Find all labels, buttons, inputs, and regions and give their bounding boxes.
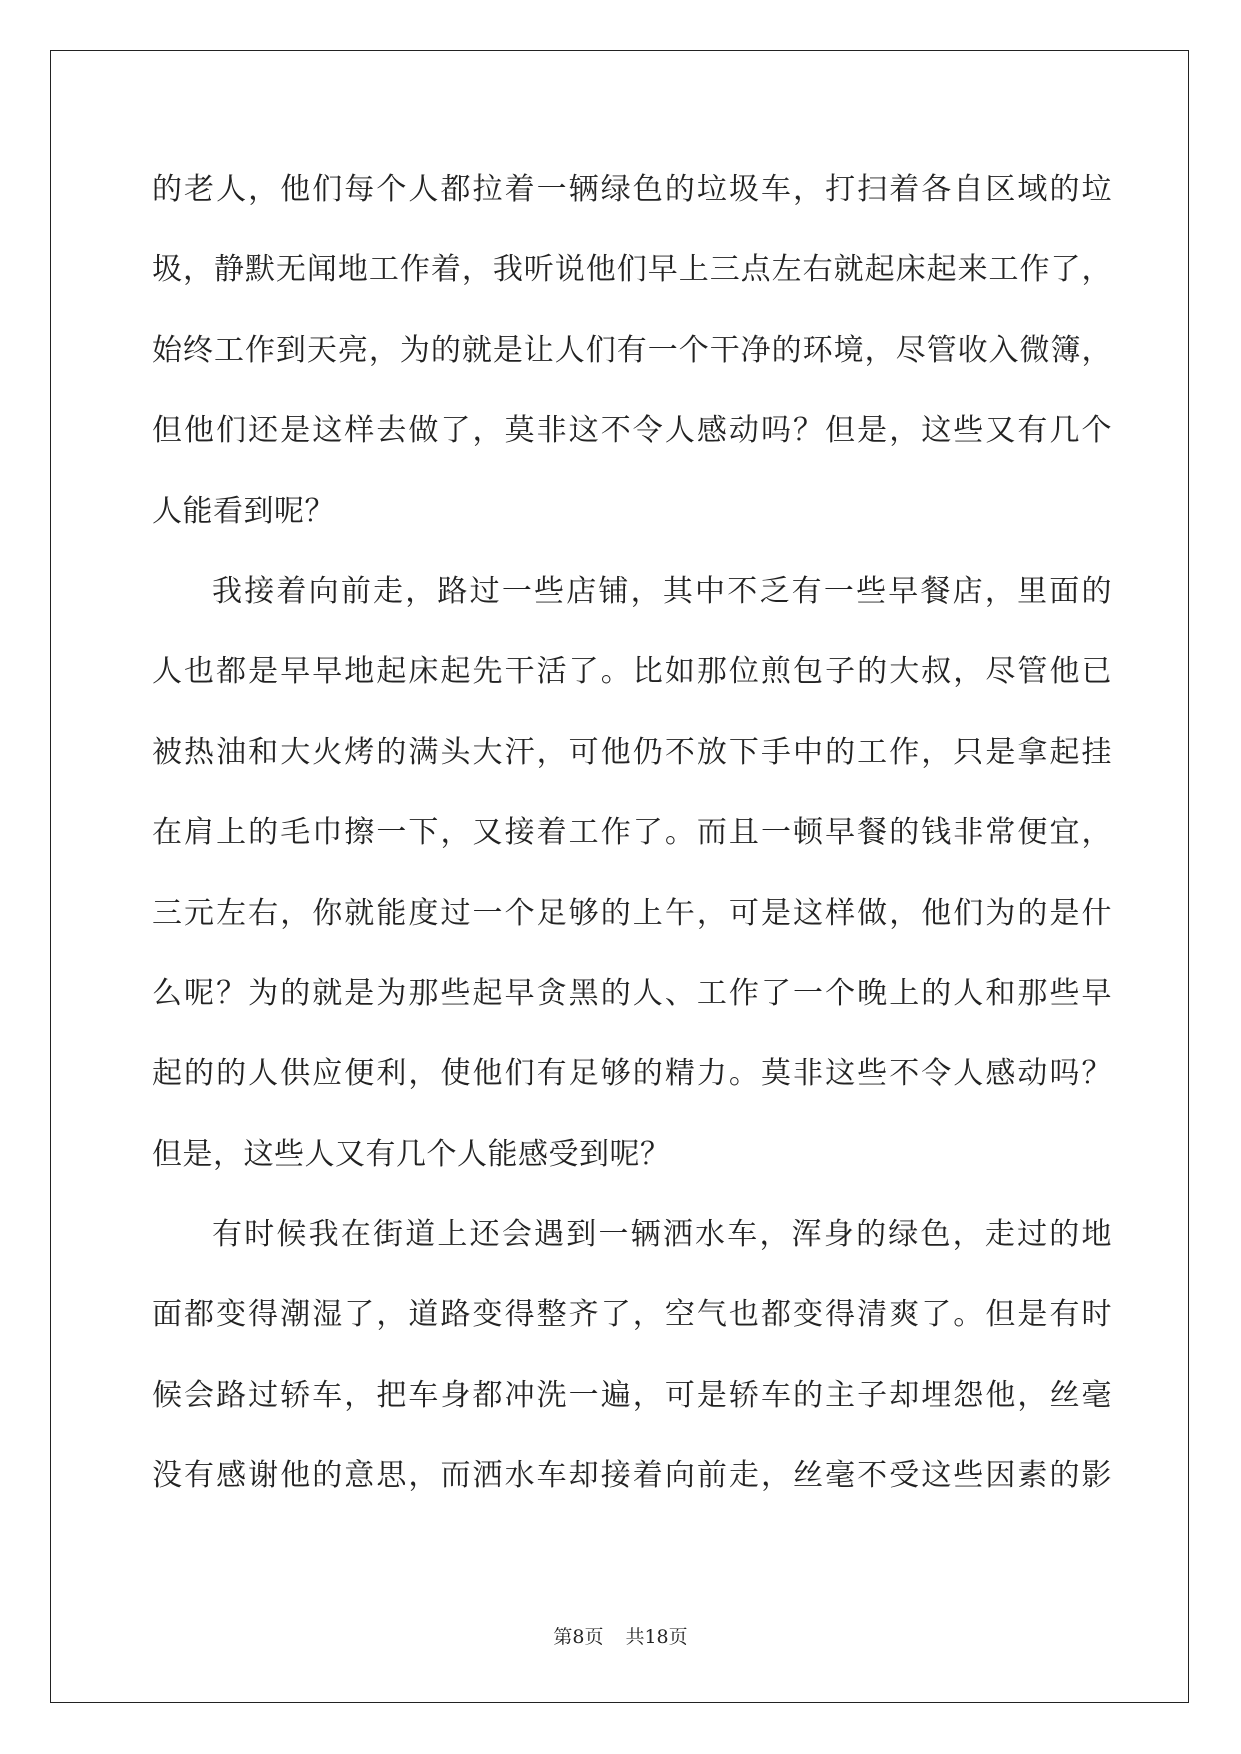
document-body xyxy=(152,160,1112,1527)
text-line: 的老人，他们每个人都拉着一辆绿色的垃圾车，打扫着各自区域的垃 xyxy=(152,172,1112,207)
text-line: 始终工作到天亮，为的就是让人们有一个干净的环境，尽管收入微簿， xyxy=(152,332,1112,368)
text-line: 面都变得潮湿了，道路变得整齐了，空气也都变得清爽了。但是有时 xyxy=(152,1297,1112,1333)
text-line: 人能看到呢？ xyxy=(152,493,335,529)
text-line: 被热油和大火烤的满头大汗，可他仍不放下手中的工作，只是拿起挂 xyxy=(152,734,1112,770)
text-line: 但他们还是这样去做了，莫非这不令人感动吗？但是，这些又有几个 xyxy=(152,413,1112,449)
text-line: 没有感谢他的意思，而洒水车却接着向前走，丝毫不受这些因素的影 xyxy=(152,1458,1112,1494)
text-line: 候会路过轿车，把车身都冲洗一遍，可是轿车的主子却埋怨他，丝毫 xyxy=(152,1377,1112,1413)
text-line: 但是，这些人又有几个人能感受到呢？ xyxy=(152,1136,671,1172)
text-line: 圾，静默无闻地工作着，我听说他们早上三点左右就起床起来工作了， xyxy=(152,252,1112,288)
page-footer xyxy=(0,1622,1241,1649)
text-line: 三元左右，你就能度过一个足够的上午，可是这样做，他们为的是什 xyxy=(152,895,1112,931)
text-line: 在肩上的毛巾擦一下，又接着工作了。而且一顿早餐的钱非常便宜， xyxy=(152,815,1112,851)
text-line: 有时候我在街道上还会遇到一辆洒水车，浑身的绿色，走过的地 xyxy=(212,1217,1112,1253)
text-line: 么呢？为的就是为那些起早贪黑的人、工作了一个晚上的人和那些早 xyxy=(152,975,1112,1011)
text-line: 人也都是早早地起床起先干活了。比如那位煎包子的大叔，尽管他已 xyxy=(152,654,1112,690)
page-number: 第8页 xyxy=(553,1626,604,1648)
text-line: 我接着向前走，路过一些店铺，其中不乏有一些早餐店，里面的 xyxy=(212,573,1112,609)
page-total: 共18页 xyxy=(625,1626,688,1648)
text-line: 起的的人供应便利，使他们有足够的精力。莫非这些不令人感动吗？ xyxy=(152,1056,1112,1092)
